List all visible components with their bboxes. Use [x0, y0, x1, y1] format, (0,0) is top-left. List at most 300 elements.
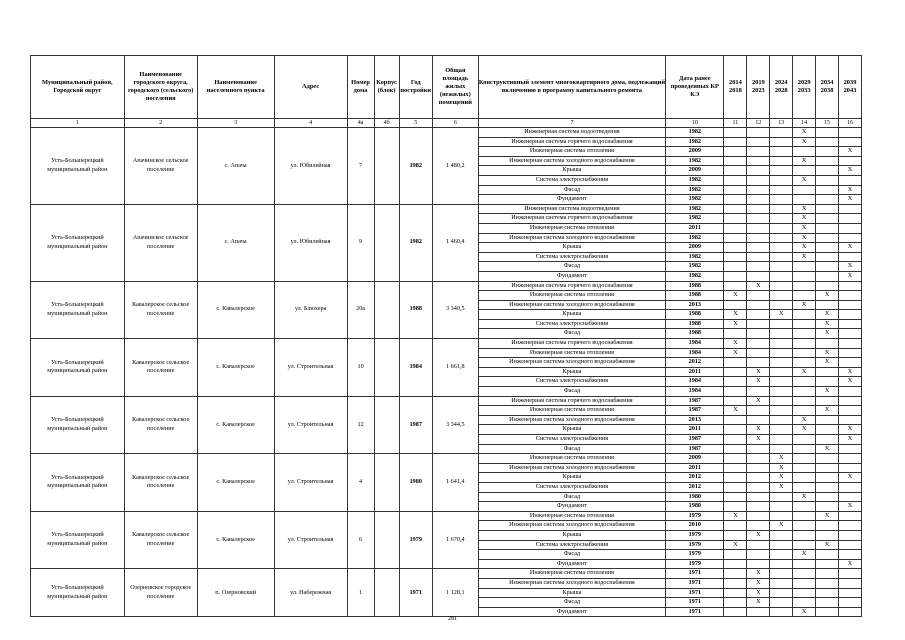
house-number-cell: 9 — [347, 204, 374, 281]
period-mark-cell: X — [747, 377, 770, 387]
element-cell: Инженерная система горячего водоснабжения — [478, 396, 665, 406]
period-mark-cell — [793, 482, 816, 492]
period-mark-cell — [770, 291, 793, 301]
period-mark-cell: X — [793, 607, 816, 617]
period-mark-cell: X — [816, 310, 839, 320]
period-mark-cell — [747, 348, 770, 358]
period-mark-cell — [793, 463, 816, 473]
period-mark-cell: X — [839, 195, 862, 205]
column-header: Муниципальный район, Городской округ — [31, 56, 125, 119]
element-cell: Крыша — [478, 530, 665, 540]
period-mark-cell — [770, 271, 793, 281]
period-mark-cell — [724, 482, 747, 492]
period-mark-cell: X — [793, 252, 816, 262]
street-cell: ул. Строительная — [274, 454, 347, 512]
period-mark-cell — [724, 435, 747, 445]
period-mark-cell — [839, 530, 862, 540]
period-mark-cell — [839, 482, 862, 492]
period-mark-cell — [770, 195, 793, 205]
element-cell: Инженерная система холодного водоснабжения — [478, 233, 665, 243]
element-cell: Инженерная система отопления — [478, 348, 665, 358]
period-mark-cell — [839, 588, 862, 598]
period-mark-cell — [793, 291, 816, 301]
settlement-cell: Кавалерское сельское поселение — [124, 281, 197, 339]
period-mark-cell — [816, 598, 839, 608]
period-mark-cell: X — [839, 425, 862, 435]
prior-repair-date-cell: 1984 — [666, 339, 724, 349]
prior-repair-date-cell: 1988 — [666, 281, 724, 291]
element-cell: Инженерная система горячего водоснабжения — [478, 137, 665, 147]
period-mark-cell — [724, 569, 747, 579]
construction-year-cell: 1980 — [399, 454, 432, 512]
period-mark-cell — [793, 559, 816, 569]
prior-repair-date-cell: 2012 — [666, 473, 724, 483]
period-mark-cell — [793, 166, 816, 176]
period-mark-cell — [839, 444, 862, 454]
period-mark-cell — [770, 444, 793, 454]
prior-repair-date-cell: 2009 — [666, 147, 724, 157]
element-cell: Система электроснабжения — [478, 319, 665, 329]
period-mark-cell — [770, 262, 793, 272]
column-header: 2034 2038 — [816, 56, 839, 119]
element-cell: Крыша — [478, 243, 665, 253]
period-mark-cell — [816, 195, 839, 205]
column-header: Наименование населенного пункта — [197, 56, 274, 119]
period-mark-cell: X — [793, 204, 816, 214]
period-mark-cell — [839, 319, 862, 329]
period-mark-cell — [747, 204, 770, 214]
period-mark-cell — [747, 473, 770, 483]
period-mark-cell: X — [747, 530, 770, 540]
prior-repair-date-cell: 1982 — [666, 271, 724, 281]
period-mark-cell — [839, 252, 862, 262]
period-mark-cell — [770, 128, 793, 138]
period-mark-cell — [747, 233, 770, 243]
street-cell: ул. Строительная — [274, 396, 347, 454]
period-mark-cell: X — [724, 511, 747, 521]
construction-year-cell: 1982 — [399, 128, 432, 205]
period-mark-cell: X — [839, 262, 862, 272]
locality-cell: с. Апача — [197, 128, 274, 205]
column-number: 6 — [432, 119, 478, 128]
prior-repair-date-cell: 1980 — [666, 502, 724, 512]
period-mark-cell — [816, 396, 839, 406]
period-mark-cell — [793, 281, 816, 291]
prior-repair-date-cell: 1982 — [666, 128, 724, 138]
period-mark-cell — [770, 435, 793, 445]
period-mark-cell — [747, 329, 770, 339]
area-cell: 1 460,4 — [432, 204, 478, 281]
period-mark-cell: X — [839, 243, 862, 253]
element-cell: Фундамент — [478, 607, 665, 617]
period-mark-cell — [816, 521, 839, 531]
prior-repair-date-cell: 1971 — [666, 588, 724, 598]
period-mark-cell — [816, 473, 839, 483]
period-mark-cell — [816, 435, 839, 445]
period-mark-cell — [816, 175, 839, 185]
element-cell: Фасад — [478, 387, 665, 397]
element-cell: Инженерная система отопления — [478, 223, 665, 233]
period-mark-cell — [747, 271, 770, 281]
prior-repair-date-cell: 1982 — [666, 195, 724, 205]
period-mark-cell — [793, 502, 816, 512]
table-body — [31, 119, 862, 617]
street-cell: ул. Блюхера — [274, 281, 347, 339]
period-mark-cell — [724, 454, 747, 464]
element-cell: Инженерная система горячего водоснабжения — [478, 281, 665, 291]
area-cell: 1 670,4 — [432, 511, 478, 569]
column-header: 2014 2018 — [724, 56, 747, 119]
prior-repair-date-cell: 1971 — [666, 598, 724, 608]
block-cell — [374, 339, 399, 397]
prior-repair-date-cell: 1984 — [666, 377, 724, 387]
period-mark-cell — [816, 233, 839, 243]
period-mark-cell: X — [770, 454, 793, 464]
district-cell: Усть-Большерецкий муниципальный район — [31, 569, 125, 617]
period-mark-cell — [839, 156, 862, 166]
period-mark-cell — [770, 492, 793, 502]
table-row — [31, 396, 862, 406]
period-mark-cell — [839, 578, 862, 588]
period-mark-cell — [724, 137, 747, 147]
period-mark-cell — [724, 166, 747, 176]
period-mark-cell: X — [770, 521, 793, 531]
prior-repair-date-cell: 1988 — [666, 319, 724, 329]
area-cell: 3 344,5 — [432, 396, 478, 454]
period-mark-cell — [747, 310, 770, 320]
period-mark-cell — [793, 262, 816, 272]
locality-cell: с. Кавалерское — [197, 339, 274, 397]
period-mark-cell — [724, 578, 747, 588]
period-mark-cell — [770, 300, 793, 310]
element-cell: Крыша — [478, 166, 665, 176]
column-number: 1 — [31, 119, 125, 128]
period-mark-cell: X — [793, 128, 816, 138]
period-mark-cell: X — [793, 415, 816, 425]
area-cell: 1 128,1 — [432, 569, 478, 617]
period-mark-cell — [816, 425, 839, 435]
period-mark-cell — [724, 252, 747, 262]
period-mark-cell — [770, 252, 793, 262]
period-mark-cell — [793, 185, 816, 195]
column-number: 13 — [770, 119, 793, 128]
column-number: 4б — [374, 119, 399, 128]
period-mark-cell: X — [793, 425, 816, 435]
house-number-cell: 1 — [347, 569, 374, 617]
period-mark-cell — [724, 473, 747, 483]
period-mark-cell — [724, 598, 747, 608]
period-mark-cell — [724, 204, 747, 214]
period-mark-cell — [816, 204, 839, 214]
period-mark-cell — [724, 444, 747, 454]
period-mark-cell: X — [793, 214, 816, 224]
column-header: Номер дома — [347, 56, 374, 119]
element-cell: Инженерная система отопления — [478, 569, 665, 579]
column-header: 2039 2043 — [839, 56, 862, 119]
period-mark-cell — [839, 415, 862, 425]
prior-repair-date-cell: 2009 — [666, 243, 724, 253]
period-mark-cell — [793, 377, 816, 387]
period-mark-cell: X — [724, 319, 747, 329]
period-mark-cell — [724, 387, 747, 397]
period-mark-cell — [724, 271, 747, 281]
locality-cell: с. Кавалерское — [197, 511, 274, 569]
prior-repair-date-cell: 2012 — [666, 482, 724, 492]
period-mark-cell — [747, 454, 770, 464]
period-mark-cell: X — [839, 185, 862, 195]
period-mark-cell — [793, 387, 816, 397]
period-mark-cell — [747, 223, 770, 233]
period-mark-cell: X — [724, 540, 747, 550]
prior-repair-date-cell: 1987 — [666, 444, 724, 454]
element-cell: Фундамент — [478, 502, 665, 512]
period-mark-cell — [724, 156, 747, 166]
table-row — [31, 339, 862, 349]
period-mark-cell: X — [724, 339, 747, 349]
period-mark-cell — [793, 310, 816, 320]
period-mark-cell: X — [816, 540, 839, 550]
period-mark-cell — [770, 185, 793, 195]
element-cell: Инженерная система отопления — [478, 291, 665, 301]
period-mark-cell — [747, 482, 770, 492]
period-mark-cell — [724, 377, 747, 387]
settlement-cell: Кавалерское сельское поселение — [124, 339, 197, 397]
period-mark-cell — [724, 415, 747, 425]
element-cell: Инженерная система отопления — [478, 511, 665, 521]
period-mark-cell — [816, 137, 839, 147]
table-row — [31, 569, 862, 579]
period-mark-cell — [793, 598, 816, 608]
element-cell: Инженерная система водоотведения — [478, 128, 665, 138]
column-number: 14 — [793, 119, 816, 128]
period-mark-cell — [839, 406, 862, 416]
period-mark-cell — [839, 175, 862, 185]
prior-repair-date-cell: 1982 — [666, 156, 724, 166]
element-cell: Инженерная система холодного водоснабжения — [478, 521, 665, 531]
period-mark-cell — [839, 281, 862, 291]
period-mark-cell — [816, 300, 839, 310]
period-mark-cell — [816, 463, 839, 473]
period-mark-cell: X — [724, 348, 747, 358]
period-mark-cell — [770, 511, 793, 521]
period-mark-cell: X — [816, 406, 839, 416]
element-cell: Инженерная система холодного водоснабжения — [478, 300, 665, 310]
column-number: 4 — [274, 119, 347, 128]
period-mark-cell: X — [816, 319, 839, 329]
period-mark-cell — [747, 492, 770, 502]
column-header: Адрес — [274, 56, 347, 119]
period-mark-cell: X — [793, 492, 816, 502]
column-number-row — [31, 119, 862, 128]
period-mark-cell — [747, 175, 770, 185]
locality-cell: п. Озерновский — [197, 569, 274, 617]
period-mark-cell — [747, 502, 770, 512]
column-number: 16 — [839, 119, 862, 128]
house-number-cell: 12 — [347, 396, 374, 454]
period-mark-cell — [793, 588, 816, 598]
settlement-cell: Озерновское городское поселение — [124, 569, 197, 617]
column-number: 7 — [478, 119, 665, 128]
period-mark-cell — [724, 329, 747, 339]
period-mark-cell: X — [747, 569, 770, 579]
period-mark-cell — [747, 185, 770, 195]
page-number: 281 — [448, 616, 457, 622]
period-mark-cell — [747, 406, 770, 416]
period-mark-cell — [770, 502, 793, 512]
period-mark-cell — [793, 511, 816, 521]
period-mark-cell: X — [839, 166, 862, 176]
period-mark-cell — [793, 329, 816, 339]
construction-year-cell: 1984 — [399, 339, 432, 397]
prior-repair-date-cell: 1982 — [666, 262, 724, 272]
prior-repair-date-cell: 1987 — [666, 396, 724, 406]
period-mark-cell — [839, 339, 862, 349]
period-mark-cell — [724, 281, 747, 291]
prior-repair-date-cell: 1982 — [666, 137, 724, 147]
element-cell: Инженерная система отопления — [478, 454, 665, 464]
period-mark-cell — [793, 358, 816, 368]
table-row — [31, 128, 862, 138]
prior-repair-date-cell: 1987 — [666, 435, 724, 445]
period-mark-cell — [839, 540, 862, 550]
period-mark-cell — [724, 233, 747, 243]
prior-repair-date-cell: 1979 — [666, 559, 724, 569]
prior-repair-date-cell: 1987 — [666, 406, 724, 416]
area-cell: 1 641,4 — [432, 454, 478, 512]
element-cell: Крыша — [478, 367, 665, 377]
period-mark-cell — [816, 262, 839, 272]
column-header: 2019 2023 — [747, 56, 770, 119]
element-cell: Система электроснабжения — [478, 175, 665, 185]
column-header: Конструктивный элемент многоквартирного дома, подлежащий включению в программу капитального ремонта — [478, 56, 665, 119]
period-mark-cell — [770, 214, 793, 224]
column-header: Дата ранее проведенных КР КЭ — [666, 56, 724, 119]
column-number: 2 — [124, 119, 197, 128]
period-mark-cell: X — [816, 329, 839, 339]
element-cell: Фасад — [478, 185, 665, 195]
period-mark-cell — [839, 454, 862, 464]
period-mark-cell — [747, 511, 770, 521]
period-mark-cell — [816, 147, 839, 157]
period-mark-cell: X — [724, 406, 747, 416]
period-mark-cell — [724, 185, 747, 195]
settlement-cell: Апачинское сельское поселение — [124, 128, 197, 205]
element-cell: Инженерная система отопления — [478, 147, 665, 157]
prior-repair-date-cell: 1982 — [666, 185, 724, 195]
element-cell: Крыша — [478, 473, 665, 483]
period-mark-cell — [839, 569, 862, 579]
period-mark-cell — [724, 175, 747, 185]
period-mark-cell — [839, 329, 862, 339]
period-mark-cell — [839, 463, 862, 473]
settlement-cell: Кавалерское сельское поселение — [124, 396, 197, 454]
period-mark-cell — [747, 521, 770, 531]
period-mark-cell: X — [816, 387, 839, 397]
period-mark-cell: X — [770, 473, 793, 483]
period-mark-cell — [724, 492, 747, 502]
period-mark-cell — [770, 137, 793, 147]
locality-cell: с. Апача — [197, 204, 274, 281]
period-mark-cell — [724, 463, 747, 473]
table-row — [31, 204, 862, 214]
period-mark-cell — [839, 128, 862, 138]
period-mark-cell — [770, 367, 793, 377]
prior-repair-date-cell: 2013 — [666, 415, 724, 425]
period-mark-cell — [770, 425, 793, 435]
construction-year-cell: 1988 — [399, 281, 432, 339]
prior-repair-date-cell: 1982 — [666, 233, 724, 243]
period-mark-cell — [793, 435, 816, 445]
district-cell: Усть-Большерецкий муниципальный район — [31, 339, 125, 397]
period-mark-cell — [770, 339, 793, 349]
block-cell — [374, 128, 399, 205]
period-mark-cell — [793, 578, 816, 588]
prior-repair-date-cell: 1979 — [666, 550, 724, 560]
street-cell: ул. Набережная — [274, 569, 347, 617]
period-mark-cell — [724, 223, 747, 233]
table-row — [31, 511, 862, 521]
period-mark-cell — [770, 569, 793, 579]
period-mark-cell — [839, 291, 862, 301]
table-row — [31, 454, 862, 464]
period-mark-cell — [724, 128, 747, 138]
period-mark-cell — [770, 348, 793, 358]
period-mark-cell — [816, 339, 839, 349]
construction-year-cell: 1982 — [399, 204, 432, 281]
element-cell: Фасад — [478, 598, 665, 608]
column-number: 15 — [816, 119, 839, 128]
block-cell — [374, 281, 399, 339]
period-mark-cell — [816, 492, 839, 502]
locality-cell: с. Кавалерское — [197, 281, 274, 339]
period-mark-cell — [839, 348, 862, 358]
period-mark-cell — [816, 128, 839, 138]
period-mark-cell — [793, 540, 816, 550]
period-mark-cell: X — [724, 310, 747, 320]
block-cell — [374, 396, 399, 454]
period-mark-cell — [816, 502, 839, 512]
period-mark-cell — [770, 377, 793, 387]
period-mark-cell — [793, 319, 816, 329]
district-cell: Усть-Большерецкий муниципальный район — [31, 204, 125, 281]
period-mark-cell — [747, 147, 770, 157]
period-mark-cell — [816, 185, 839, 195]
period-mark-cell — [770, 396, 793, 406]
period-mark-cell: X — [747, 281, 770, 291]
district-cell: Усть-Большерецкий муниципальный район — [31, 281, 125, 339]
period-mark-cell — [793, 348, 816, 358]
period-mark-cell — [793, 195, 816, 205]
prior-repair-date-cell: 2011 — [666, 463, 724, 473]
period-mark-cell — [816, 588, 839, 598]
period-mark-cell — [770, 204, 793, 214]
period-mark-cell — [816, 415, 839, 425]
element-cell: Инженерная система холодного водоснабжения — [478, 578, 665, 588]
period-mark-cell — [816, 550, 839, 560]
period-mark-cell — [770, 319, 793, 329]
period-mark-cell — [724, 502, 747, 512]
period-mark-cell: X — [816, 291, 839, 301]
house-number-cell: 7 — [347, 128, 374, 205]
period-mark-cell: X — [839, 559, 862, 569]
period-mark-cell — [839, 310, 862, 320]
period-mark-cell — [770, 598, 793, 608]
period-mark-cell — [747, 319, 770, 329]
column-number: 12 — [747, 119, 770, 128]
period-mark-cell — [839, 233, 862, 243]
period-mark-cell — [747, 339, 770, 349]
street-cell: ул. Строительная — [274, 339, 347, 397]
